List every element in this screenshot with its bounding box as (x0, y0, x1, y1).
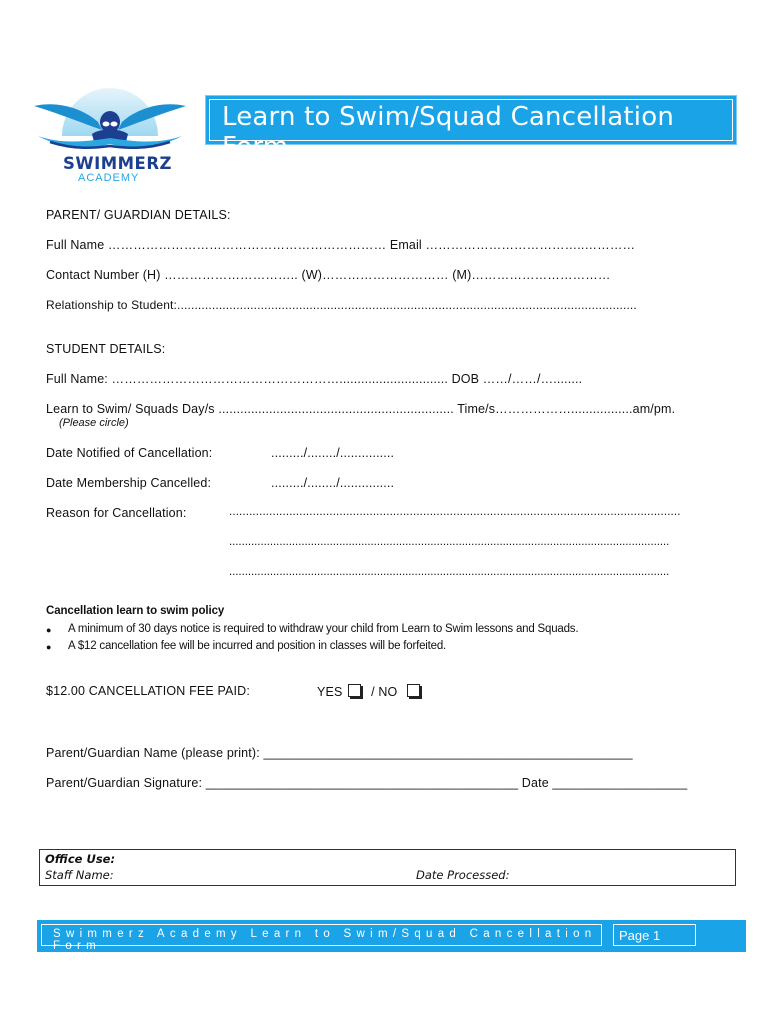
guardian-name-field[interactable]: Parent/Guardian Name (please print): ____________________________________________________ (46, 746, 633, 760)
reason-label: Reason for Cancellation: (46, 506, 187, 520)
parent-name-email-field[interactable]: Full Name ………………………………………………………… Email ………………………………..………… (46, 238, 636, 252)
bullet-icon: ● (46, 625, 52, 635)
fee-paid-label: $12.00 CANCELLATION FEE PAID: (46, 684, 250, 698)
page-number: Page 1 (619, 928, 661, 943)
reason-line[interactable]: ....................................................................................................................................... (229, 506, 681, 518)
date-notified-field[interactable]: ........./......../............... (271, 446, 395, 460)
swimmerz-logo (30, 78, 190, 188)
guardian-signature-field[interactable]: Parent/Guardian Signature: ____________________________________________ Date ___________________ (46, 776, 688, 790)
office-use-box (39, 849, 736, 886)
no-checkbox[interactable] (407, 684, 420, 697)
bullet-icon: ● (46, 642, 52, 652)
please-circle-note: (Please circle) (59, 417, 129, 429)
reason-line[interactable]: ............................................................................................................................................ (229, 566, 670, 578)
date-notified-label: Date Notified of Cancellation: (46, 446, 213, 460)
staff-name-field[interactable]: Staff Name: (45, 868, 114, 882)
parent-contact-field[interactable]: Contact Number (H) ………………………….. (W)………………………… (M)…………………………… (46, 268, 611, 282)
footer-bar (37, 920, 746, 952)
logo-subtitle: ACADEMY (78, 172, 140, 184)
class-day-time-field[interactable]: Learn to Swim/ Squads Day/s ................................................................. Time/s……………….................am/pm. (46, 402, 676, 416)
policy-item: A $12 cancellation fee will be incurred and position in classes will be forfeited. (68, 640, 447, 652)
fee-yes-option[interactable] (317, 684, 420, 699)
date-cancelled-field[interactable]: ........./......../............... (271, 476, 395, 490)
reason-line[interactable]: ............................................................................................................................................ (229, 536, 670, 548)
title-banner (205, 95, 737, 162)
office-use-title: Office Use: (45, 852, 116, 866)
date-cancelled-label: Date Membership Cancelled: (46, 476, 212, 490)
date-processed-field[interactable]: Date Processed: (416, 868, 510, 882)
fee-no-label: / NO (371, 685, 398, 699)
page-title: Learn to Swim/Squad Cancellation Form (222, 102, 675, 162)
logo-wordmark: SWIMMERZ (63, 154, 173, 173)
footer-title: Swimmerz Academy Learn to Swim/Squad Cancellation Form (53, 928, 597, 952)
policy-item: A minimum of 30 days notice is required to withdraw your child from Learn to Swim lessons and Squads. (68, 623, 579, 635)
student-name-dob-field[interactable]: Full Name: ……………………………………………….............................. DOB ……/……/…........ (46, 372, 583, 386)
parent-section-heading: PARENT/ GUARDIAN DETAILS: (46, 208, 231, 222)
fee-yes-label: YES (317, 685, 343, 699)
relationship-field[interactable]: Relationship to Student:.................................................................................................................................... (46, 298, 637, 312)
yes-checkbox[interactable] (348, 684, 361, 697)
policy-title: Cancellation learn to swim policy (46, 605, 225, 617)
student-section-heading: STUDENT DETAILS: (46, 342, 166, 356)
